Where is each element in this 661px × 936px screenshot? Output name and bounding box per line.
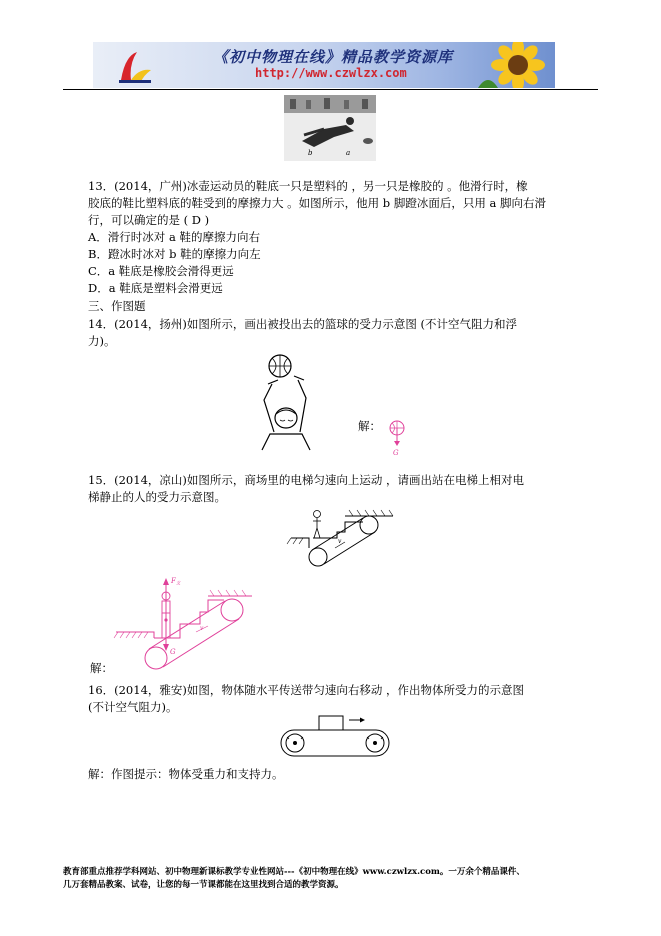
q14-answer-label: 解： <box>358 419 381 433</box>
curling-photo <box>284 95 376 161</box>
q16-answer-hint: 解：作图提示：物体受重力和支持力。 <box>88 767 284 781</box>
header-divider <box>63 89 598 90</box>
q15-answer-v-label: v <box>200 625 204 632</box>
sunflower-icon <box>478 42 555 88</box>
q14-line-2: 力)。 <box>88 334 116 348</box>
q14-force-g-label: G <box>393 449 399 457</box>
q14-answer-diagram <box>387 418 407 458</box>
q15-force-f-label <box>170 577 182 587</box>
q16-line-1: 16．(2014，雅安)如图，物体随水平传送带匀速向右移动 ，作出物体所受力的示意图 <box>88 683 525 697</box>
conveyor-belt-figure <box>279 714 393 758</box>
q13-line-1: 13．(2014，广州)冰壶运动员的鞋底一只是塑料的 ，另一只是橡胶的 。他滑行时，橡 <box>88 179 528 193</box>
q15-force-f-sub: 支 <box>175 581 181 587</box>
q15-answer-label: 解： <box>90 661 113 675</box>
escalator-answer-figure <box>114 574 254 670</box>
q13-option-b: B．蹬冰时冰对 b 鞋的摩擦力向左 <box>88 247 261 261</box>
foot-b-label: b <box>308 149 313 157</box>
logo-icon <box>115 46 155 86</box>
q15-line-2: 梯静止的人的受力示意图。 <box>88 490 226 504</box>
q13-option-c: C．a 鞋底是橡胶会滑得更远 <box>88 264 234 278</box>
banner-url[interactable]: http://www.czwlzx.com <box>255 66 407 80</box>
foot-a-label: a <box>346 149 351 157</box>
q13-line-3: 行，可以确定的是 ( D ) <box>88 213 210 227</box>
footer-line-2: 几万套精品教案、试卷，让您的每一节课都能在这里找到合适的教学资源。 <box>63 880 344 890</box>
q13-line-2: 胶底的鞋比塑料底的鞋受到的摩擦力大 。如图所示，他用 b 脚蹬冰面后，只用 a 脚向右滑 <box>88 196 546 210</box>
q13-option-d: D．a 鞋底是塑料会滑更远 <box>88 281 223 295</box>
q13-option-a: A．滑行时冰对 a 鞋的摩擦力向右 <box>88 230 260 244</box>
q15-line-1: 15．(2014，凉山)如图所示，商场里的电梯匀速向上运动 ，请画出站在电梯上相对电 <box>88 473 525 487</box>
section-3-heading: 三、作图题 <box>88 299 146 313</box>
q14-line-1: 14．(2014，扬州)如图所示，画出被投出去的篮球的受力示意图 (不计空气阻力和浮 <box>88 317 518 331</box>
header-banner <box>93 42 555 88</box>
q16-line-2: (不计空气阻力)。 <box>88 700 178 714</box>
q15-v-label: v <box>338 538 342 545</box>
banner-title: 《初中物理在线》精品教学资源库 <box>213 48 454 66</box>
q15-force-g-label: G <box>170 648 176 656</box>
basketball-throw-figure <box>258 352 328 452</box>
escalator-figure <box>289 508 399 572</box>
footer-line-1: 教育部重点推荐学科网站、初中物理新课标教学专业性网站---《初中物理在线》www.czwlzx.com。一万余个精品课件、 <box>63 867 525 877</box>
q15-force-f-main: F <box>171 577 176 585</box>
